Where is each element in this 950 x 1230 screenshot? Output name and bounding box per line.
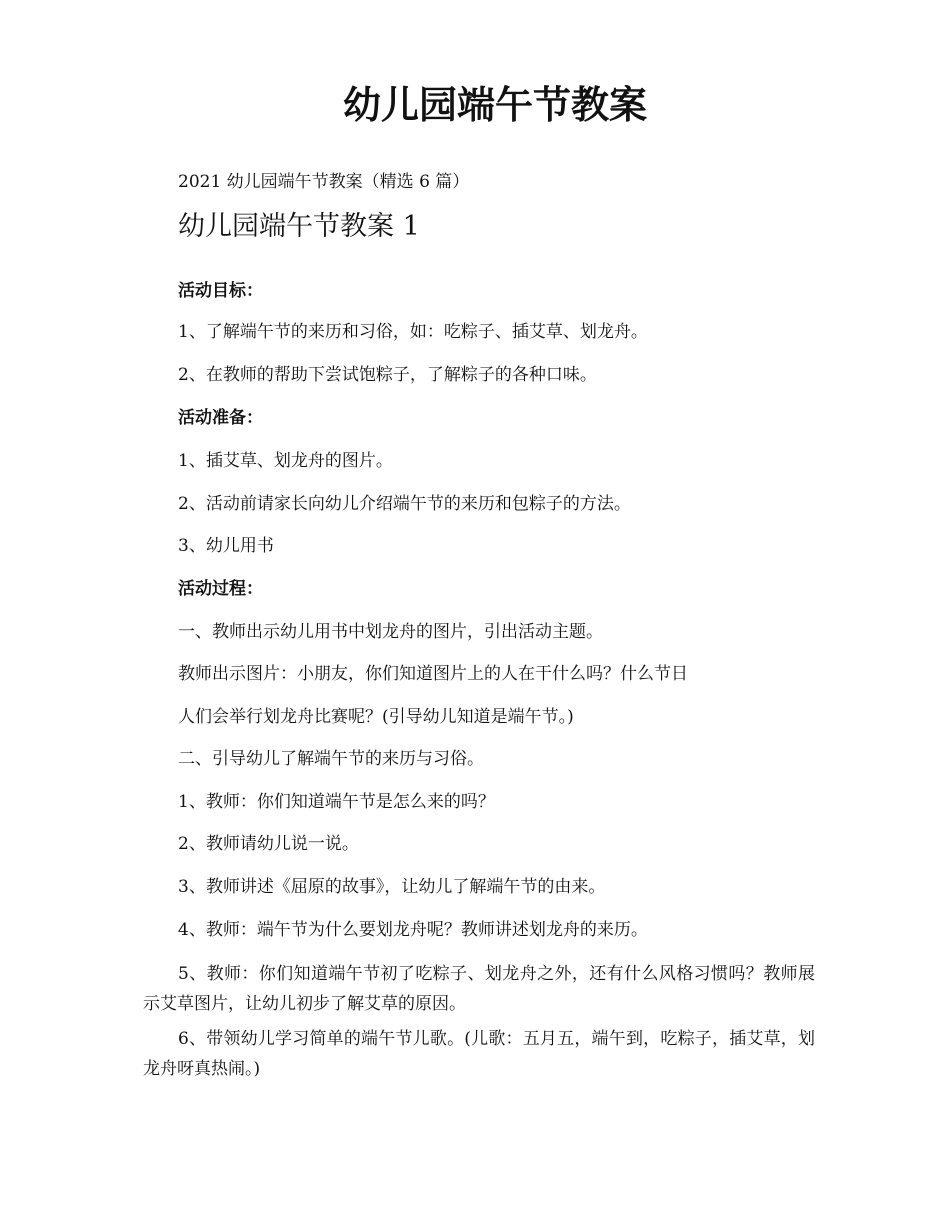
process-item: 4、教师：端午节为什么要划龙舟呢？教师讲述划龙舟的来历。 [178, 920, 648, 940]
process-item: 3、教师讲述《屈原的故事》，让幼儿了解端午节的由来。 [178, 877, 606, 897]
document-subtitle: 2021 幼儿园端午节教案（精选 6 篇） [178, 172, 470, 192]
process-heading: 活动过程： [178, 579, 263, 599]
prep-heading: 活动准备： [178, 408, 263, 428]
goal-item: 2、在教师的帮助下尝试饱粽子，了解粽子的各种口味。 [178, 365, 597, 385]
process-paragraph: 6、带领幼儿学习简单的端午节儿歌。(儿歌：五月五，端午到，吃粽子，插艾草，划龙舟呀真热闹。) [143, 1029, 815, 1079]
process-item: 一、教师出示幼儿用书中划龙舟的图片，引出活动主题。 [178, 622, 603, 642]
prep-item: 2、活动前请家长向幼儿介绍端午节的来历和包粽子的方法。 [178, 494, 631, 514]
goal-item: 1、了解端午节的来历和习俗，如：吃粽子、插艾草、划龙舟。 [178, 322, 648, 342]
process-item: 教师出示图片：小朋友，你们知道图片上的人在干什么吗？什么节日 [178, 664, 688, 684]
section-heading: 幼儿园端午节教案 1 [178, 211, 420, 242]
process-item: 人们会举行划龙舟比赛呢？(引导幼儿知道是端午节。) [178, 707, 574, 727]
prep-item: 1、插艾草、划龙舟的图片。 [178, 451, 393, 471]
process-item: 1、教师：你们知道端午节是怎么来的吗？ [178, 792, 495, 812]
goals-heading: 活动目标： [178, 281, 263, 301]
process-paragraph: 5、教师：你们知道端午节初了吃粽子、划龙舟之外，还有什么风格习惯吗？教师展示艾草图片，让幼儿初步了解艾草的原因。 [143, 964, 815, 1014]
process-item: 2、教师请幼儿说一说。 [178, 834, 359, 854]
prep-item: 3、幼儿用书 [178, 536, 274, 556]
document-title: 幼儿园端午节教案 [342, 82, 647, 127]
process-item: 二、引导幼儿了解端午节的来历与习俗。 [178, 749, 484, 769]
